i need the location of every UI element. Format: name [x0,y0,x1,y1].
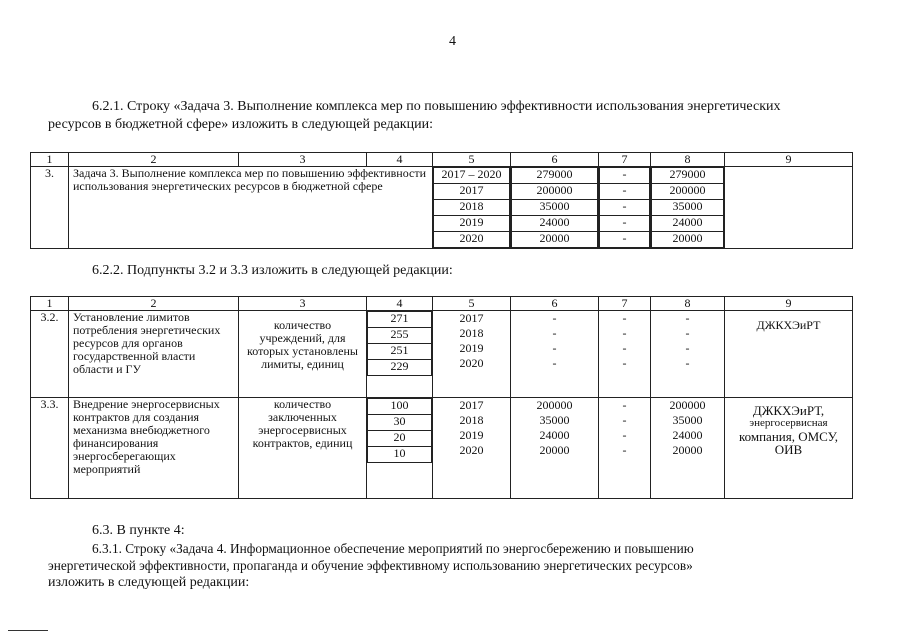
executor-line: энергосервисная [749,417,828,429]
header-cell: 8 [651,297,725,311]
year-value: 2019 [434,216,510,232]
table-row-3-3 [31,398,853,499]
dash-value: - [622,311,627,325]
amount-value: 20000 [652,232,724,248]
dash-value: - [685,341,690,355]
dash-value: - [552,311,557,325]
count-value: 20 [368,431,432,447]
header-cell: 6 [511,153,599,167]
table-header-row [31,153,853,167]
table-task-3 [30,152,853,249]
header-cell: 2 [69,153,239,167]
amount-value: 200000 [512,184,598,200]
header-cell: 6 [511,297,599,311]
dash-value: - [600,216,650,232]
header-cell: 3 [239,153,367,167]
amount-value: 20000 [672,443,703,457]
year-value: 2019 [459,428,484,442]
table-row [31,167,853,249]
dash-value: - [622,428,627,442]
activity-name: Внедрение энергосервисных контрактов для создания механизма внебюджетного финансирования энергосберегающих мероприятий [69,398,239,499]
amount-value: 35000 [539,413,570,427]
executor-line: ДЖКХЭиРТ, [752,403,825,418]
indicator-unit: количество учреждений, для которых установлены лимиты, единиц [239,311,367,398]
amount-value: 200000 [669,398,706,412]
paragraph-6-2-1-line1: 6.2.1. Строку «Задача 3. Выполнение комплекса мер по повышению эффективности использования энергетических [92,99,781,114]
count-value: 255 [368,328,432,344]
dash-value: - [685,311,690,325]
header-cell: 4 [367,297,433,311]
header-cell: 2 [69,297,239,311]
years-cell [433,398,511,499]
years-cell [433,311,511,398]
paragraph-6-2-1-line2: ресурсов в бюджетной сфере» изложить в следующей редакции: [48,117,433,132]
amount-value: 24000 [512,216,598,232]
amount-value: 20000 [539,443,570,457]
row-number: 3. [31,167,69,249]
paragraph-6-2-2: 6.2.2. Подпункты 3.2 и 3.3 изложить в следующей редакции: [92,263,453,278]
year-value: 2018 [434,200,510,216]
col8-cell [651,311,725,398]
amount-value: 24000 [672,428,703,442]
task-title: Задача 3. Выполнение комплекса мер по повышению эффективности использования энергетических ресурсов в бюджетной сфере [69,167,433,249]
year-value: 2018 [459,413,484,427]
executor-cell [725,167,853,249]
count-value: 30 [368,415,432,431]
row-number: 3.3. [31,398,69,499]
header-cell: 5 [433,297,511,311]
count-value: 10 [368,447,432,463]
count-value: 229 [368,360,432,376]
col8-cell [651,398,725,499]
col6-cell [511,311,599,398]
executor: ДЖКХЭиРТ [725,311,853,398]
header-cell: 9 [725,153,853,167]
dash-value: - [622,443,627,457]
dash-value: - [685,356,690,370]
year-value: 2019 [459,341,484,355]
dash-value: - [552,356,557,370]
dash-value: - [622,326,627,340]
col7-cell [599,398,651,499]
dash-value: - [622,341,627,355]
amount-value: 24000 [652,216,724,232]
paragraph-6-3-1-line3: изложить в следующей редакции: [48,575,250,590]
amount-value: 20000 [512,232,598,248]
year-value: 2018 [459,326,484,340]
year-value: 2020 [459,356,484,370]
amount-value: 200000 [652,184,724,200]
page-number: 4 [449,34,456,49]
dash-value: - [622,413,627,427]
indicator-unit: количество заключенных энергосервисных контрактов, единиц [239,398,367,499]
executor-line: компания, ОМСУ, [738,429,839,444]
table-row-3-2 [31,311,853,398]
dash-value: - [622,398,627,412]
header-cell: 1 [31,153,69,167]
year-value: 2017 [434,184,510,200]
col6-cell [511,398,599,499]
amount-value: 279000 [512,168,598,184]
dash-value: - [600,168,650,184]
paragraph-6-3-1-line1: 6.3.1. Строку «Задача 4. Информационное обеспечение мероприятий по энергосбережению и повышению [92,541,694,556]
amount-value: 35000 [672,413,703,427]
paragraph-6-3-1-line2: энергетической эффективности, пропаганда и обучение эффективному использованию энергетических ресурсов» [48,558,693,573]
count-value: 100 [368,399,432,415]
col7-cell [599,167,651,249]
header-cell: 1 [31,297,69,311]
amount-value: 200000 [536,398,573,412]
header-cell: 7 [599,153,651,167]
counts-cell [367,311,433,398]
header-cell: 4 [367,153,433,167]
header-cell: 7 [599,297,651,311]
col8-cell [651,167,725,249]
header-cell: 9 [725,297,853,311]
col7-cell [599,311,651,398]
amount-value: 35000 [512,200,598,216]
year-value: 2020 [459,443,484,457]
paragraph-6-3: 6.3. В пункте 4: [92,523,185,538]
dash-value: - [600,232,650,248]
header-cell: 5 [433,153,511,167]
col6-cell [511,167,599,249]
amount-value: 35000 [652,200,724,216]
table-header-row [31,297,853,311]
dash-value: - [552,341,557,355]
footer-divider [8,630,48,631]
dash-value: - [600,200,650,216]
dash-value: - [622,356,627,370]
row-number: 3.2. [31,311,69,398]
header-cell: 8 [651,153,725,167]
year-value: 2017 – 2020 [434,168,510,184]
year-value: 2017 [459,398,484,412]
executor [725,398,853,499]
year-value: 2017 [459,311,484,325]
years-cell [433,167,511,249]
count-value: 271 [368,312,432,328]
count-value: 251 [368,344,432,360]
activity-name: Установление лимитов потребления энергетических ресурсов для органов государственной власти области и ГУ [69,311,239,398]
year-value: 2020 [434,232,510,248]
counts-cell [367,398,433,499]
executor-line: ОИВ [774,442,803,457]
dash-value: - [600,184,650,200]
amount-value: 279000 [652,168,724,184]
table-subitems-3-2-3-3 [30,296,853,499]
amount-value: 24000 [539,428,570,442]
header-cell: 3 [239,297,367,311]
dash-value: - [552,326,557,340]
dash-value: - [685,326,690,340]
